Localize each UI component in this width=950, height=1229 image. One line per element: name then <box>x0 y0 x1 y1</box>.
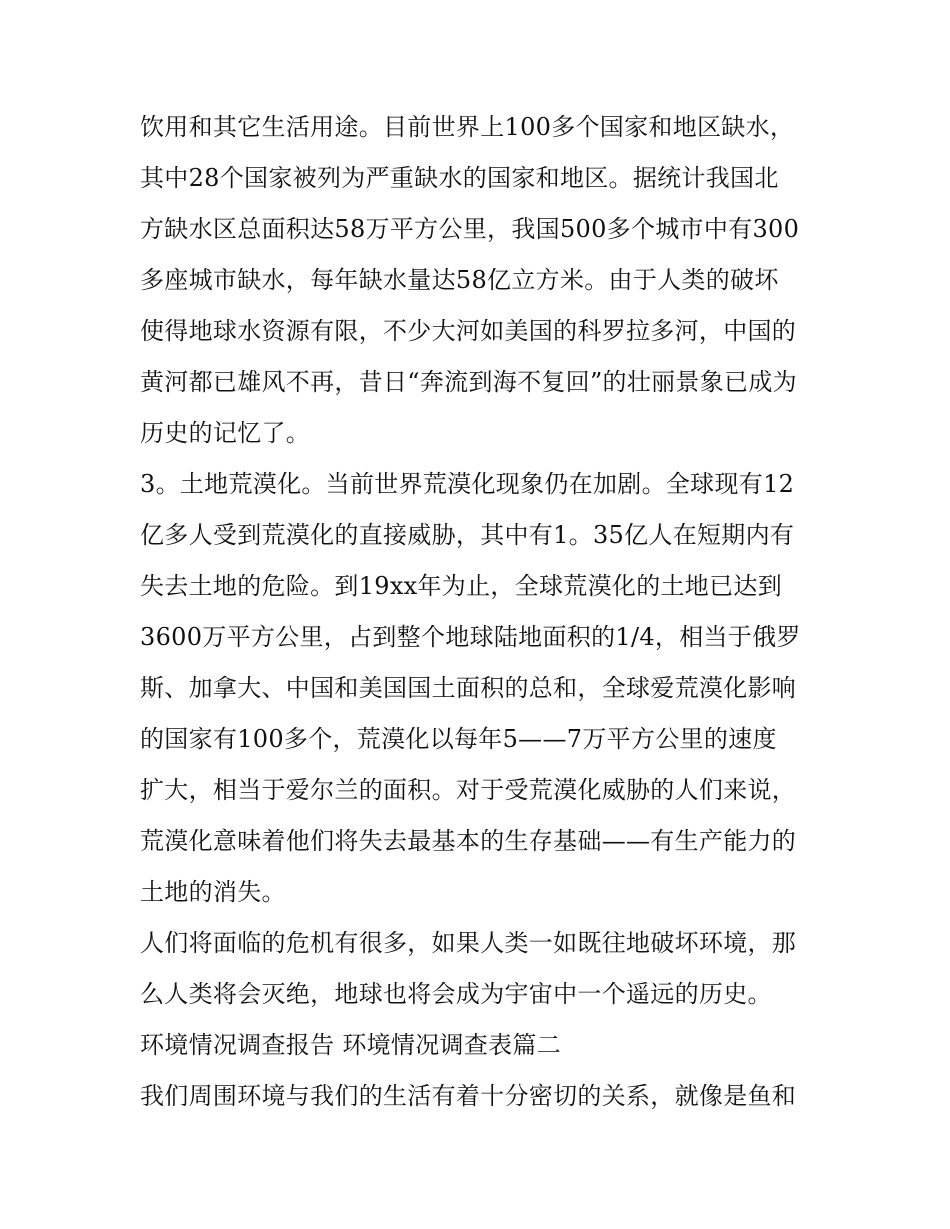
text-line: 人们将面临的危机有很多，如果人类一如既往地破坏环境，那 <box>140 929 797 957</box>
text-line: 土地的消失。 <box>140 878 286 906</box>
text-line: 饮用和其它生活用途。目前世界上100多个国家和地区缺水， <box>140 113 795 141</box>
text-line: 扩大，相当于爱尔兰的面积。对于受荒漠化威胁的人们来说， <box>140 776 797 804</box>
text-line: 么人类将会灭绝，地球也将会成为宇宙中一个遥远的历史。 <box>140 980 772 1008</box>
text-line: 方缺水区总面积达58万平方公里，我国500多个城市中有300 <box>140 215 800 243</box>
text-line: 历史的记忆了。 <box>140 419 311 447</box>
text-line: 其中28个国家被列为严重缺水的国家和地区。据统计我国北 <box>140 164 779 192</box>
text-line: 3。土地荒漠化。当前世界荒漠化现象仍在加剧。全球现有12 <box>140 470 795 498</box>
text-line: 我们周围环境与我们的生活有着十分密切的关系，就像是鱼和 <box>140 1082 797 1110</box>
text-line: 荒漠化意味着他们将失去最基本的生存基础——有生产能力的 <box>140 827 797 855</box>
text-line: 多座城市缺水，每年缺水量达58亿立方米。由于人类的破坏 <box>140 266 779 294</box>
text-line: 3600万平方公里，占到整个地球陆地面积的1/4，相当于俄罗 <box>140 623 801 651</box>
text-line: 使得地球水资源有限，不少大河如美国的科罗拉多河，中国的 <box>140 317 797 345</box>
section-heading: 环境情况调查报告 环境情况调查表篇二 <box>140 1031 562 1059</box>
text-line: 的国家有100多个，荒漠化以每年5——7万平方公里的速度 <box>140 725 777 753</box>
text-line: 黄河都已雄风不再，昔日“奔流到海不复回”的壮丽景象已成为 <box>140 368 797 396</box>
text-line: 失去土地的危险。到19xx年为止，全球荒漠化的土地已达到 <box>140 572 783 600</box>
document-body <box>140 102 820 1122</box>
text-line: 斯、加拿大、中国和美国国土面积的总和，全球爱荒漠化影响 <box>140 674 797 702</box>
text-line: 亿多人受到荒漠化的直接威胁，其中有1。35亿人在短期内有 <box>140 521 795 549</box>
